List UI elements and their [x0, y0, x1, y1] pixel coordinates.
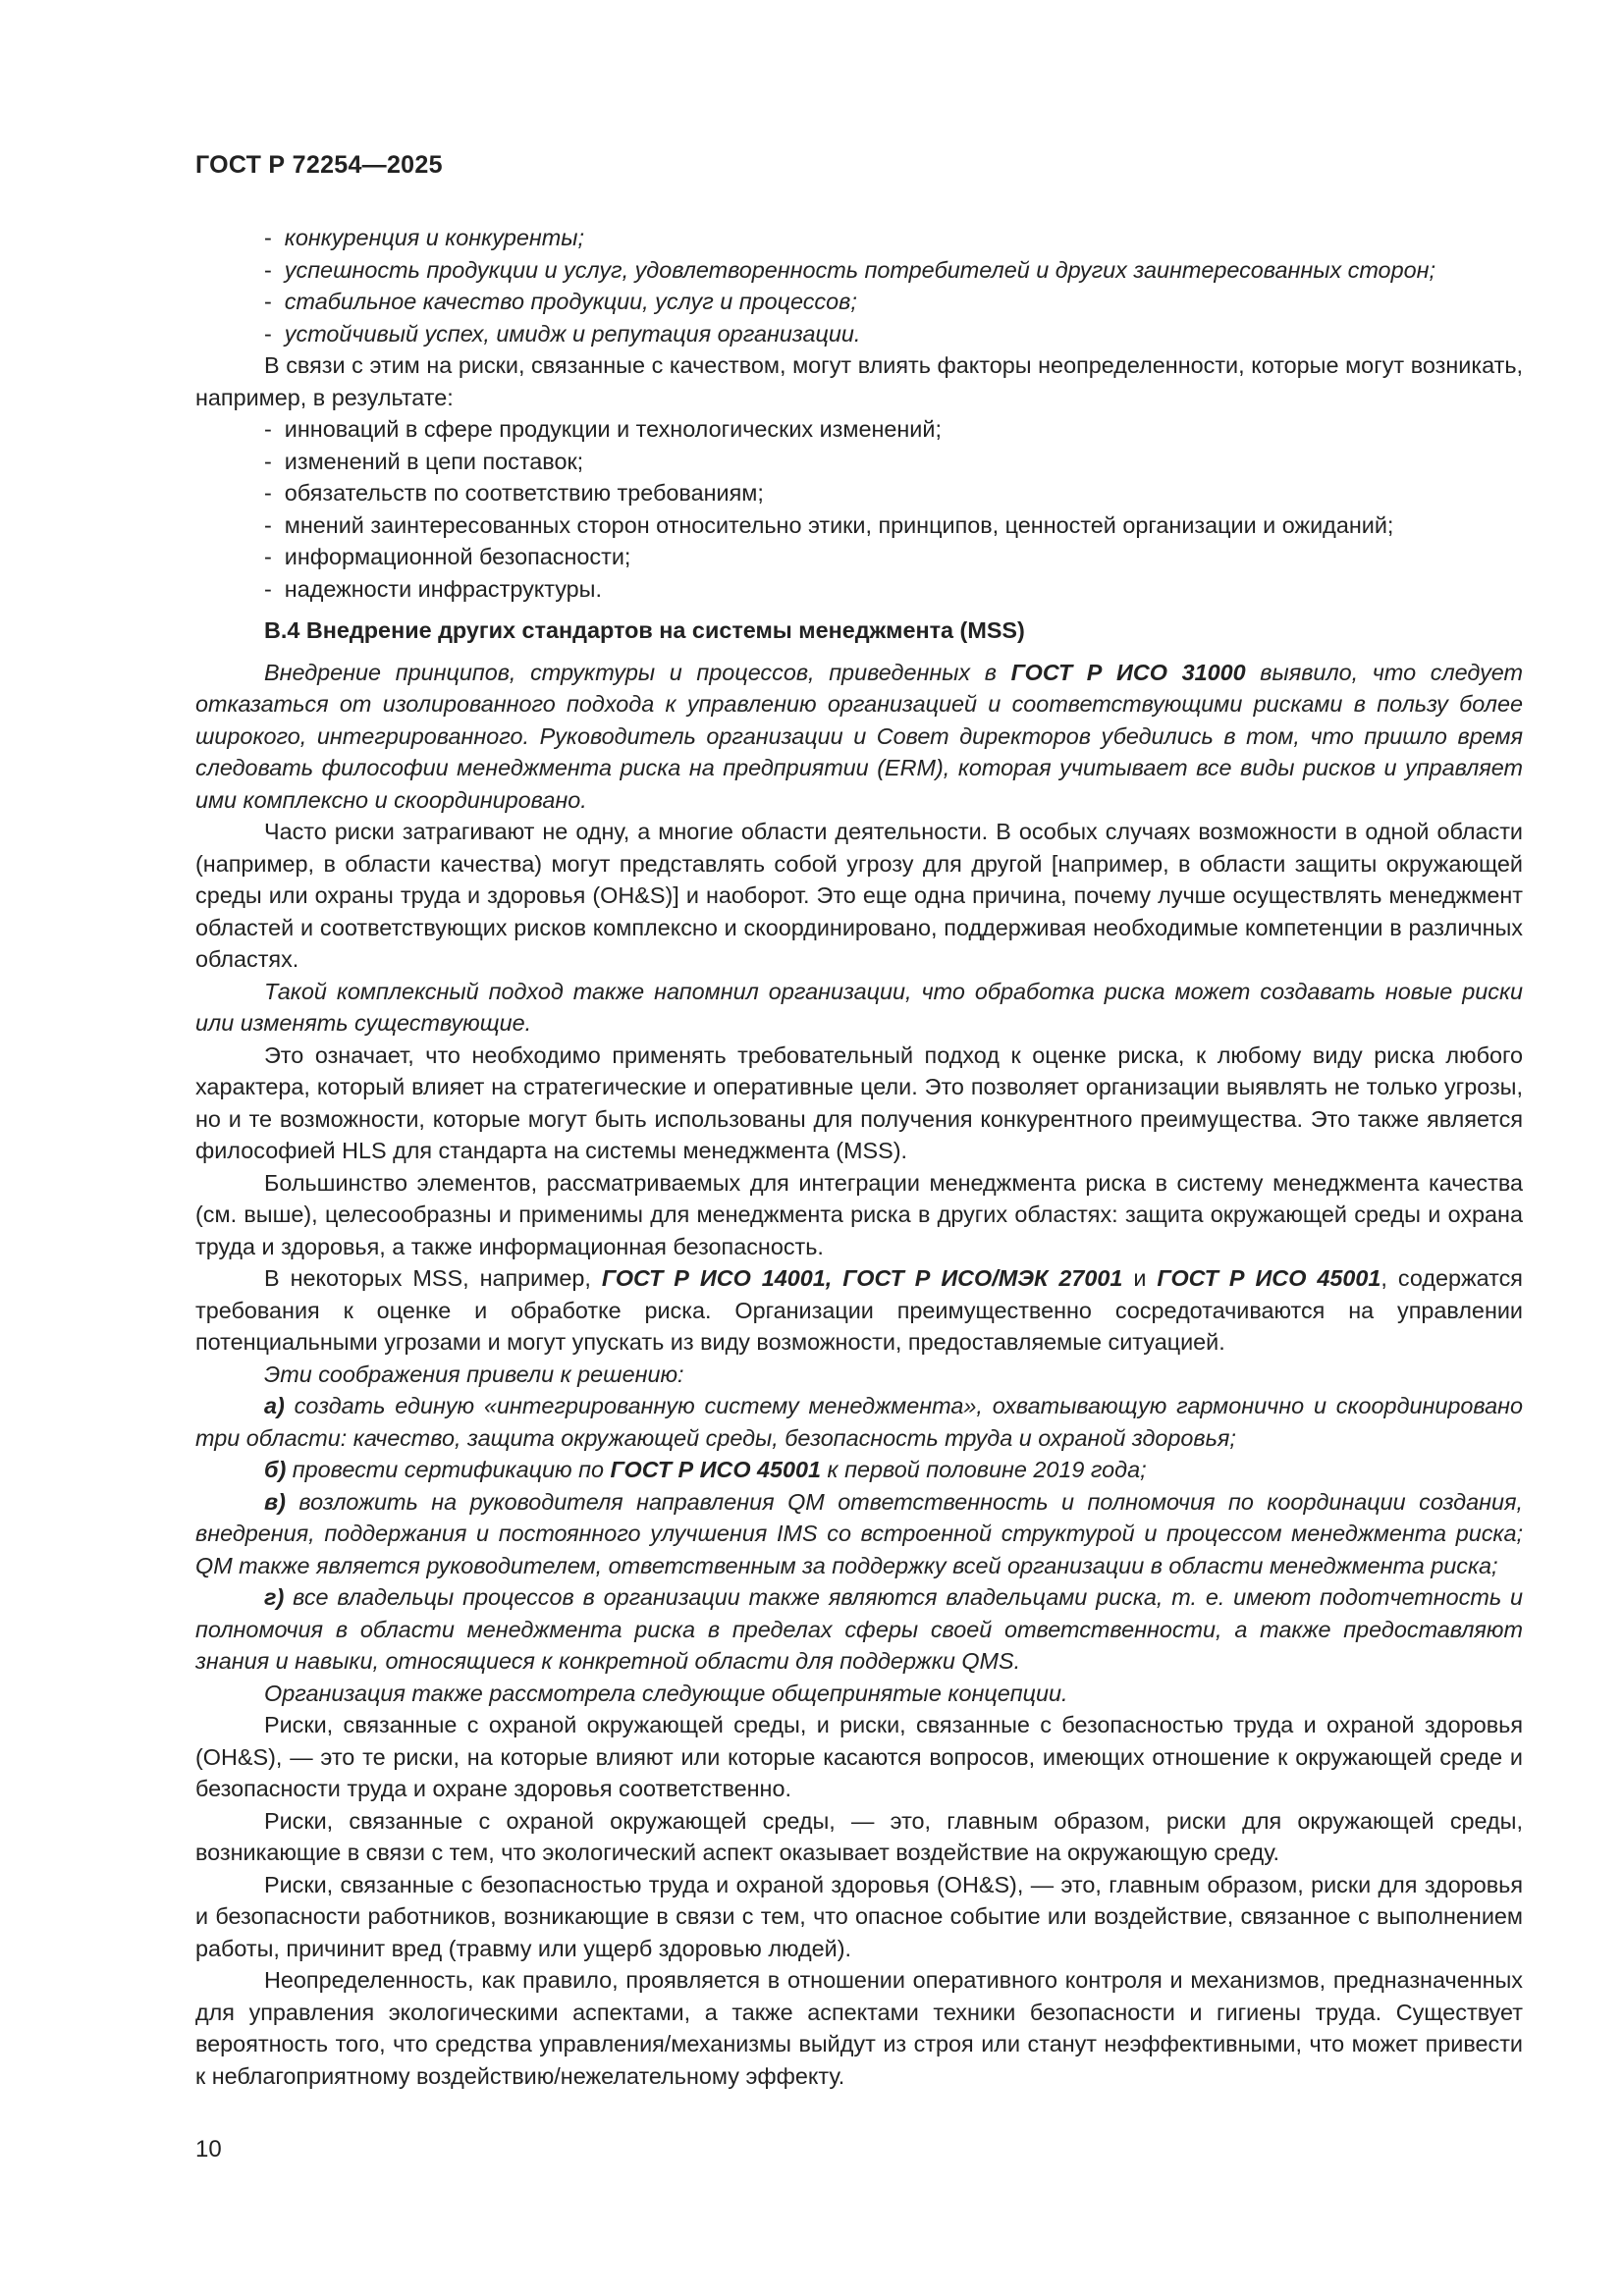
- list-item: - конкуренция и конкуренты;: [195, 222, 1523, 254]
- item-text: создать единую «интегрированную систему менеджмента», охватывающую гармонично и скоординировано три области: качество, защита окружающей среды, безопасность труда и охраной здоровья;: [195, 1393, 1523, 1451]
- list-item: - надежности инфраструктуры.: [195, 573, 1523, 606]
- paragraph: Часто риски затрагивают не одну, а многие области деятельности. В особых случаях возможности в одной области (например, в области качества) могут представлять собой угрозу для другой [например, в области защиты окружающей среды или охраны труда и здоровья (OH&S)] и наоборот. Это еще одна причина, почему лучше осуществлять менеджмент областей и соответствующих рисков комплексно и скоординировано, поддерживая необходимые компетенции в различных областях.: [195, 819, 1523, 972]
- paragraph-text: , содержатся требования к оценке и обработке риска. Организации преимущественно сосредотачиваются на управлении потенциальными угрозами и могут упускать из виду возможности, предоставляемые ситуацией.: [195, 1265, 1523, 1355]
- list-item: - устойчивый успех, имидж и репутация организации.: [195, 318, 1523, 350]
- document-header: ГОСТ Р 72254—2025: [195, 151, 443, 179]
- list-item: - изменений в цепи поставок;: [195, 446, 1523, 478]
- list-item: - обязательств по соответствию требованиям;: [195, 477, 1523, 509]
- enumerated-item: [195, 1454, 1523, 1486]
- list-item: - успешность продукции и услуг, удовлетворенность потребителей и других заинтересованных сторон;: [195, 254, 1523, 287]
- paragraph: Такой комплексный подход также напомнил организации, что обработка риска может создавать новые риски или изменять существующие.: [195, 978, 1523, 1036]
- paragraph-text: выявило, что следует отказаться от изолированного подхода к управлению организацией и соответствующими рисками в пользу более широкого, интегрированного. Руководитель организации и Совет директоров убедились в том, что пришло время следовать философии менеджмента риска на предприятии (ERM), которая учитывает все виды рисков и управляет ими комплексно и скоординировано.: [195, 659, 1523, 813]
- paragraph: Риски, связанные с безопасностью труда и охраной здоровья (OH&S), — это, главным образом, риски для здоровья и безопасности работников, возникающие в связи с тем, что опасное событие или воздействие, связанное с выполнением работы, причинит вред (травму или ущерб здоровью людей).: [195, 1871, 1523, 1961]
- enumerated-item: [195, 1581, 1523, 1678]
- item-label: в): [264, 1488, 286, 1515]
- list-item: - инноваций в сфере продукции и технологических изменений;: [195, 413, 1523, 446]
- standard-reference: ГОСТ Р ИСО 45001: [1157, 1265, 1381, 1291]
- paragraph: Риски, связанные с охраной окружающей среды, — это, главным образом, риски для окружающей среды, возникающие в связи с тем, что экологический аспект оказывает воздействие на окружающую среду.: [195, 1807, 1523, 1865]
- document-body: [195, 222, 1523, 2092]
- paragraph-text: и: [1122, 1265, 1158, 1291]
- paragraph: Неопределенность, как правило, проявляется в отношении оперативного контроля и механизмов, предназначенных для управления экологическими аспектами, а также аспектами техники безопасности и гигиены труда. Существует вероятность того, что средства управления/механизмы выйдут из строя или станут неэффективными, что может привести к неблагоприятному воздействию/нежелательному эффекту.: [195, 1967, 1523, 2089]
- item-label: г): [264, 1584, 285, 1610]
- item-text: провести сертификацию по: [292, 1457, 611, 1482]
- standard-reference: ГОСТ Р ИСО 45001: [610, 1457, 822, 1482]
- item-label: б): [264, 1457, 287, 1482]
- enumerated-item: [195, 1486, 1523, 1582]
- standard-reference: ГОСТ Р ИСО 14001, ГОСТ Р ИСО/МЭК 27001: [601, 1265, 1123, 1291]
- list-item: - стабильное качество продукции, услуг и процессов;: [195, 286, 1523, 318]
- item-text: возложить на руководителя направления QM ответственность и полномочия по координации создания, внедрения, поддержания и постоянного улучшения IMS со встроенной структурой и процессом менеджмента риска; QM также является руководителем, ответственным за поддержку всей организации в области менеджмента риска;: [195, 1488, 1523, 1578]
- item-text: все владельцы процессов в организации также являются владельцами риска, т. е. имеют подотчетность и полномочия в области менеджмента риска в пределах сферы своей ответственности, а также предоставляют знания и навыки, относящиеся к конкретной области для поддержки QMS.: [195, 1584, 1524, 1674]
- paragraph-text: Внедрение принципов, структуры и процессов, приведенных в: [264, 659, 1011, 685]
- paragraph: [195, 1262, 1523, 1359]
- paragraph-text: В некоторых MSS, например,: [264, 1265, 602, 1291]
- item-label: а): [264, 1393, 285, 1418]
- section-heading: В.4 Внедрение других стандартов на системы менеджмента (MSS): [264, 617, 1025, 643]
- item-text: к первой половине 2019 года;: [821, 1457, 1147, 1482]
- paragraph: Эти соображения привели к решению:: [264, 1361, 684, 1387]
- paragraph: Организация также рассмотрела следующие общепринятые концепции.: [264, 1680, 1068, 1706]
- paragraph: В связи с этим на риски, связанные с качеством, могут влиять факторы неопределенности, которые могут возникать, например, в результате:: [195, 352, 1523, 410]
- paragraph: [195, 657, 1523, 817]
- paragraph: Большинство элементов, рассматриваемых для интеграции менеджмента риска в систему менеджмента качества (см. выше), целесообразны и применимы для менеджмента риска в других областях: защита окружающей среды и охрана труда и здоровья, а также информационная безопасность.: [195, 1169, 1523, 1259]
- paragraph: Это означает, что необходимо применять требовательный подход к оценке риска, к любому виду риска любого характера, который влияет на стратегические и оперативные цели. Это позволяет организации выявлять не только угрозы, но и те возможности, которые могут быть использованы для получения конкурентного преимущества. Это также является философией HLS для стандарта на системы менеджмента (MSS).: [195, 1041, 1523, 1163]
- paragraph: Риски, связанные с охраной окружающей среды, и риски, связанные с безопасностью труда и охраной здоровья (OH&S), — это те риски, на которые влияют или которые касаются вопросов, имеющих отношение к окружающей среде и безопасности труда и охране здоровья соответственно.: [195, 1712, 1523, 1801]
- list-item: - мнений заинтересованных сторон относительно этики, принципов, ценностей организации и ожиданий;: [195, 509, 1523, 542]
- enumerated-item: [195, 1390, 1523, 1454]
- page-number: 10: [195, 2136, 222, 2163]
- list-item: - информационной безопасности;: [195, 541, 1523, 573]
- standard-reference: ГОСТ Р ИСО 31000: [1010, 659, 1246, 685]
